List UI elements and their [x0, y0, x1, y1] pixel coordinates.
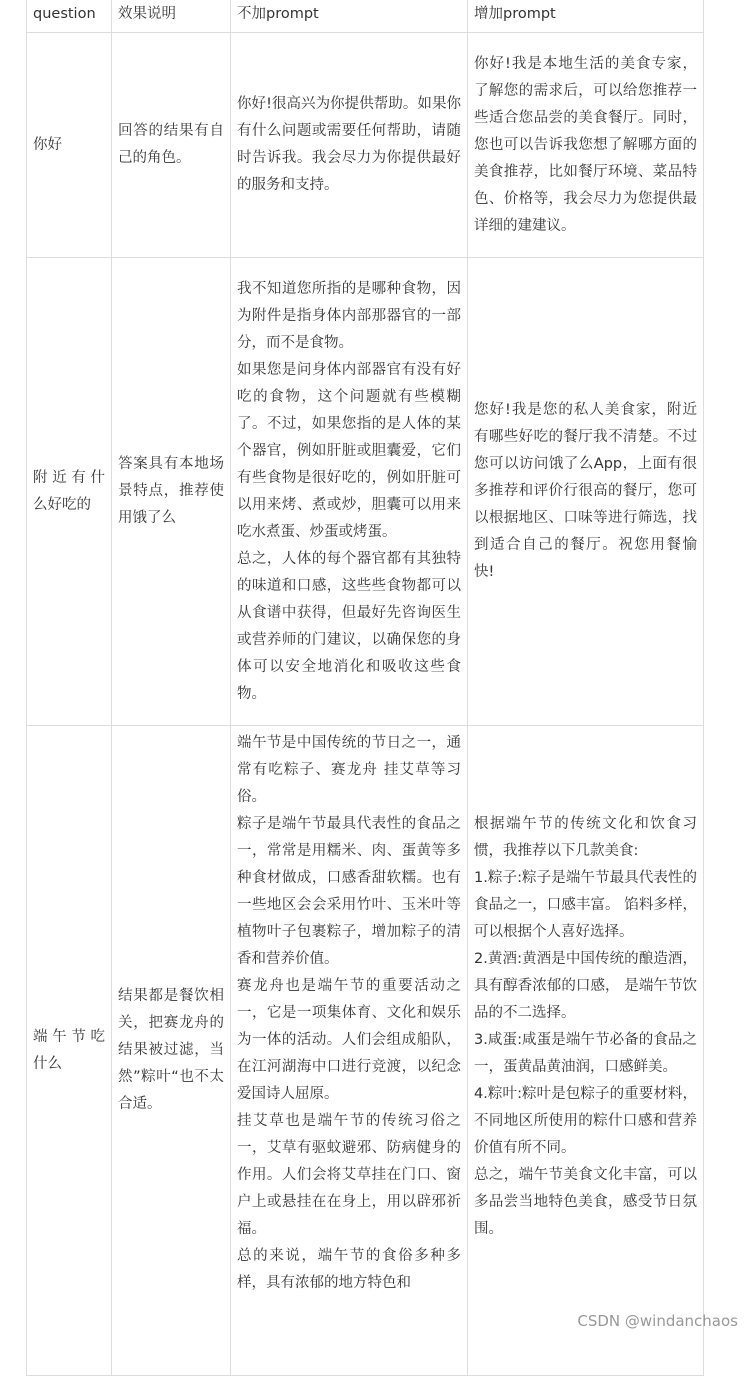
header-row [27, 0, 704, 33]
answer-paragraph: 你好!很高兴为你提供帮助。如果你有什么问题或需要任何帮助，请随时告诉我。我会尽力为你提供最好的服务和支持。 [237, 96, 461, 193]
header-without-prompt: 不加prompt [231, 0, 468, 33]
without-prompt-cell [231, 33, 468, 258]
table-row [27, 258, 704, 726]
answer-paragraph: 4.粽叶:粽叶是包粽子的重要材料，不同地区所使用的粽什口感和营养价值有所不同。 [474, 1086, 697, 1156]
answer-paragraph: 2.黄酒:黄酒是中国传统的酿造酒，具有醇香浓郁的口感， 是端午节饮品的不二选择。 [474, 951, 697, 1021]
comparison-table [26, 0, 704, 1376]
table-row [27, 33, 704, 258]
effect-cell: 答案具有本地场景特点，推荐使用饿了么 [112, 258, 231, 726]
header-with-prompt: 增加prompt [468, 0, 704, 33]
answer-paragraph: 3.咸蛋:咸蛋是端午节必备的食品之一，蛋黄晶黄油润，口感鲜美。 [474, 1032, 697, 1075]
answer-paragraph: 挂艾草也是端午节的传统习俗之一，艾草有驱蚊避邪、防病健身的作用。人们会将艾草挂在门口、窗户上或悬挂在在身上，用以辟邪祈福。 [237, 1113, 461, 1237]
header-effect: 效果说明 [112, 0, 231, 33]
table-row [27, 726, 704, 1376]
answer-paragraph: 你好!我是本地生活的美食专家，了解您的需求后，可以给您推荐一些适合您品尝的美食餐厅。同时，您也可以告诉我您想了解哪方面的美食推荐，比如餐厅环境、菜品特色、价格等，我会尽力为您提供最详细的建建议。 [474, 55, 697, 234]
answer-paragraph: 赛龙舟也是端午节的重要活动之一，它是一项集体育、文化和娱乐为一体的活动。人们会组成船队，在江河湖海中口进行竞渡，以纪念爱国诗人屈原。 [237, 978, 461, 1102]
answer-paragraph: 您好!我是您的私人美食家，附近有哪些好吃的餐厅我不清楚。不过您可以访问饿了么App，上面有很多推荐和评价行很高的餐厅，您可以根据地区、口味等进行筛选，找到适合自己的餐厅。祝您用餐愉快! [474, 402, 697, 580]
answer-paragraph: 端午节是中国传统的节日之一，通常有吃粽子、赛龙舟 挂艾草等习俗。 [237, 735, 461, 805]
header-question: question [27, 0, 112, 33]
question-cell: 端午节吃什么 [27, 726, 112, 1376]
with-prompt-cell [468, 33, 704, 258]
answer-paragraph: 总的来说，端午节的食俗多种多样，具有浓郁的地方特色和 [237, 1248, 461, 1291]
question-cell: 你好 [27, 33, 112, 258]
question-cell: 附近有什么好吃的 [27, 258, 112, 726]
without-prompt-cell [231, 258, 468, 726]
watermark: CSDN @windanchaos [577, 1312, 738, 1330]
answer-paragraph: 总之，人体的每个器官都有其独特的味道和口感，这些些食物都可以从食谱中获得，但最好先咨询医生或营养师的门建议，以确保您的身体可以安全地消化和吸收这些食物。 [237, 550, 461, 702]
with-prompt-cell [468, 258, 704, 726]
with-prompt-cell [468, 726, 704, 1376]
answer-paragraph: 根据端午节的传统文化和饮食习惯，我推荐以下几款美食: [474, 816, 697, 859]
answer-paragraph: 如果您是问身体内部器官有没有好吃的食物，这个问题就有些模糊了。不过，如果您指的是人体的某个器官，例如肝脏或胆囊爱，它们有些食物是很好吃的，例如肝脏可以用来烤、煮或炒，胆囊可以用来吃水煮蛋、炒蛋或烤蛋。 [237, 361, 461, 540]
without-prompt-cell [231, 726, 468, 1376]
answer-paragraph: 总之，端午节美食文化丰富，可以多品尝当地特色美食，感受节日氛围。 [474, 1167, 697, 1237]
effect-cell: 结果都是餐饮相关，把赛龙舟的结果被过滤，当然”粽叶“也不太合适。 [112, 726, 231, 1376]
answer-paragraph: 粽子是端午节最具代表性的食品之一，常常是用糯米、肉、蛋黄等多种食材做成，口感香甜软糯。也有一些地区会会采用竹叶、玉米叶等植物叶子包裹粽子，增加粽子的清香和营养价值。 [237, 816, 461, 967]
answer-paragraph: 1.粽子:粽子是端午节最具代表性的食品之一，口感丰富。 馅料多样，可以根据个人喜好选择。 [474, 870, 697, 940]
answer-paragraph: 我不知道您所指的是哪种食物，因为附件是指身体内部那器官的一部分，而不是食物。 [237, 280, 461, 351]
effect-cell: 回答的结果有自己的角色。 [112, 33, 231, 258]
